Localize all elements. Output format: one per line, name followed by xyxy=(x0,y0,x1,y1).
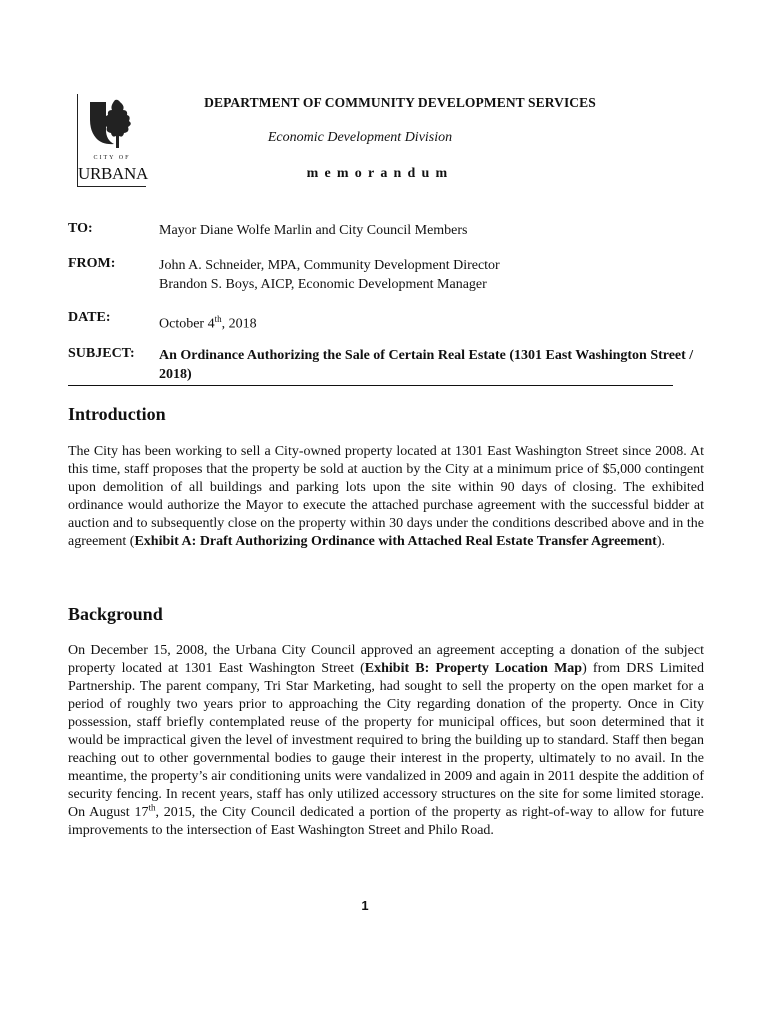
city-logo xyxy=(77,94,146,187)
document-type: memorandum xyxy=(306,166,454,181)
background-heading: Background xyxy=(68,604,163,624)
logo-city-name: URBANA xyxy=(78,164,148,183)
from-label: FROM: xyxy=(68,256,116,271)
introduction-text: The City has been working to sell a City-owned property located at 1301 East Washington Street since 2008. At this time, staff proposes that the property be sold at auction by the City at a minimum price of $5,000 contingent upon demolition of all buildings and parking lots upon the site within 90 days of closing. The exhibited ordinance would authorize the Mayor to execute the attached purchase agreement with the successful bidder at auction and to subsequently close on the property within 30 days under the conditions described above and in the agreement ( xyxy=(68,444,704,549)
background-date-ordinal: th xyxy=(148,802,156,813)
introduction-text-end: ). xyxy=(656,534,666,549)
date-value xyxy=(159,310,257,334)
exhibit-a-reference: Exhibit A: Draft Authorizing Ordinance with Attached Real Estate Transfer Agreement xyxy=(134,534,657,549)
subject-value: An Ordinance Authorizing the Sale of Certain Real Estate (1301 East Washington Street / 2018) xyxy=(159,348,694,382)
exhibit-b-reference: Exhibit B: Property Location Map xyxy=(364,661,583,676)
division-name: Economic Development Division xyxy=(267,130,453,145)
department-title: DEPARTMENT OF COMMUNITY DEVELOPMENT SERVICES xyxy=(204,95,596,110)
background-text: On December 15, 2008, the Urbana City Council approved an agreement accepting a donation of the subject property located at 1301 East Washington Street ( xyxy=(68,643,704,676)
logo-city-of: CITY OF xyxy=(93,155,131,161)
date-label: DATE: xyxy=(68,310,111,325)
from-value xyxy=(159,256,500,294)
background-text-end: , 2015, the City Council dedicated a portion of the property as right-of-way to allow for future improvements to the intersection of East Washington Street and Philo Road. xyxy=(68,805,704,838)
to-label: TO: xyxy=(68,221,93,236)
introduction-paragraph xyxy=(68,443,704,551)
oak-leaf-shield-icon xyxy=(88,98,136,152)
introduction-heading: Introduction xyxy=(68,404,166,424)
page-number: 1 xyxy=(361,898,369,913)
from-line-1: John A. Schneider, MPA, Community Development Director xyxy=(159,258,500,273)
date-main: October 4 xyxy=(159,316,215,332)
date-year: , 2018 xyxy=(221,316,257,332)
to-value: Mayor Diane Wolfe Marlin and City Council Members xyxy=(159,223,468,238)
from-line-2: Brandon S. Boys, AICP, Economic Development Manager xyxy=(159,277,487,292)
subject-label: SUBJECT: xyxy=(68,346,135,361)
header-divider xyxy=(68,385,673,386)
date-ordinal: th xyxy=(214,314,222,324)
background-paragraph xyxy=(68,642,704,840)
background-text-middle: ) from DRS Limited Partnership. The parent company, Tri Star Marketing, had sought to sell the property on the open market for a period of roughly two years prior to approaching the City regarding donation of the property. Once in City possession, staff briefly contemplated reuse of the property for municipal offices, but soon determined that it would be impractical given the level of investment required to bring the building up to standard. Staff then began reaching out to other governmental bodies to gauge their interest in the property, ultimately to no avail. In the meantime, the property’s air conditioning units were vandalized in 2009 and again in 2011 despite the addition of security fencing. In recent years, staff has only utilized accessory structures on the site for some limited storage. On August 17 xyxy=(68,661,704,820)
